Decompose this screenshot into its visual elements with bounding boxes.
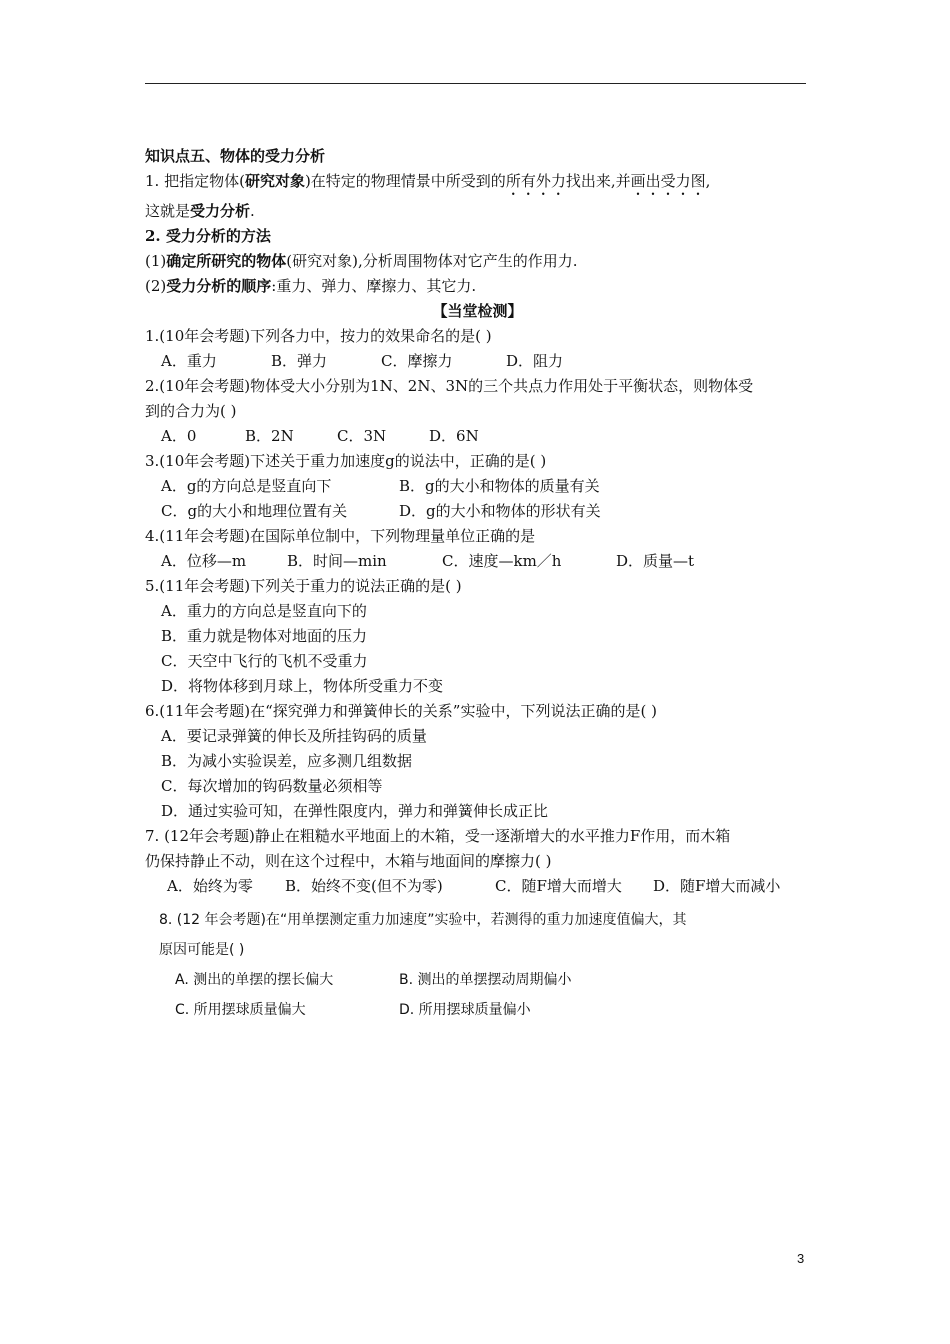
question-3-stem: 3.(10年会考题)下述关于重力加速度g的说法中，正确的是( ) [145, 452, 547, 470]
definition-line-2: 这就是受力分析. [145, 202, 255, 220]
q2-option-a: A．0 [161, 427, 197, 445]
q3-option-a: A．g的方向总是竖直向下 [161, 477, 332, 495]
q7-option-a: A．始终为零 [167, 877, 253, 895]
question-8-options-row-2 [145, 995, 810, 1025]
check-title: 【当堂检测】 [432, 302, 523, 320]
question-5-stem: 5.(11年会考题)下列关于重力的说法正确的是( ) [145, 577, 462, 595]
question-2-stem-1: 2.(10年会考题)物体受大小分别为1N、2N、3N的三个共点力作用处于平衡状态，则物体受 [145, 377, 754, 395]
section-title: 知识点五、物体的受力分析 [145, 147, 326, 165]
q5-option-a: A．重力的方向总是竖直向下的 [161, 602, 367, 620]
q2-option-d: D．6N [429, 427, 479, 445]
document-body [145, 144, 810, 1025]
q8-option-d: D. 所用摆球质量偏小 [399, 1002, 531, 1018]
question-8-stem-2: 原因可能是( ) [159, 942, 245, 958]
question-8-stem-1: 8. (12 年会考题)在“用单摆测定重力加速度”实验中，若测得的重力加速度值偏大，其 [159, 912, 687, 928]
q7-option-c: C．随F增大而增大 [495, 877, 622, 895]
q1-option-a: A．重力 [161, 352, 217, 370]
q3-option-c: C．g的大小和地理位置有关 [161, 502, 348, 520]
q8-option-c: C. 所用摆球质量偏大 [175, 1002, 306, 1018]
q1-option-d: D．阻力 [506, 352, 564, 370]
q3-option-d: D．g的大小和物体的形状有关 [399, 502, 601, 520]
question-7-stem-1: 7. (12年会考题)静止在粗糙水平地面上的木箱，受一逐渐增大的水平推力F作用，而木箱 [145, 827, 731, 845]
q8-option-a: A. 测出的单摆的摆长偏大 [175, 972, 334, 988]
question-1-options [145, 349, 810, 374]
q1-option-c: C．摩擦力 [381, 352, 453, 370]
q5-option-d: D．将物体移到月球上，物体所受重力不变 [161, 677, 444, 695]
q5-option-b: B．重力就是物体对地面的压力 [161, 627, 368, 645]
q2-option-b: B．2N [245, 427, 294, 445]
q1-option-b: B．弹力 [271, 352, 328, 370]
q4-option-b: B．时间—min [287, 552, 387, 570]
method-heading: 2. 受力分析的方法 [145, 227, 271, 245]
question-2-stem-2: 到的合力为( ) [145, 402, 237, 420]
question-8 [145, 905, 810, 1025]
q6-option-a: A．要记录弹簧的伸长及所挂钩码的质量 [161, 727, 427, 745]
q6-option-c: C．每次增加的钩码数量必须相等 [161, 777, 383, 795]
question-1-stem: 1.(10年会考题)下列各力中，按力的效果命名的是( ) [145, 327, 492, 345]
question-4-stem: 4.(11年会考题)在国际单位制中，下列物理量单位正确的是 [145, 527, 536, 545]
question-6-stem: 6.(11年会考题)在“探究弹力和弹簧伸长的关系”实验中，下列说法正确的是( ) [145, 702, 657, 720]
q6-option-d: D．通过实验可知，在弹性限度内，弹力和弹簧伸长成正比 [161, 802, 549, 820]
question-3-options-row-2 [145, 499, 810, 524]
method-2: (2)受力分析的顺序:重力、弹力、摩擦力、其它力. [145, 277, 477, 295]
q5-option-c: C．天空中飞行的飞机不受重力 [161, 652, 368, 670]
q7-option-d: D．随F增大而减小 [653, 877, 781, 895]
question-2-options [145, 424, 810, 449]
page-number: 3 [797, 1251, 805, 1266]
q4-option-c: C．速度—km／h [442, 552, 562, 570]
q4-option-d: D．质量—t [616, 552, 695, 570]
question-4-options [145, 549, 810, 574]
q6-option-b: B．为减小实验误差，应多测几组数据 [161, 752, 413, 770]
method-1: (1)确定所研究的物体(研究对象),分析周围物体对它产生的作用力. [145, 252, 578, 270]
q2-option-c: C．3N [337, 427, 387, 445]
question-3-options-row-1 [145, 474, 810, 499]
header-rule [145, 83, 806, 84]
question-8-options-row-1 [145, 965, 810, 995]
q7-option-b: B．始终不变(但不为零) [285, 877, 443, 895]
q8-option-b: B. 测出的单摆摆动周期偏小 [399, 972, 572, 988]
question-7-options [145, 874, 810, 899]
q4-option-a: A．位移—m [161, 552, 247, 570]
question-7-stem-2: 仍保持静止不动，则在这个过程中，木箱与地面间的摩擦力( ) [145, 852, 552, 870]
q3-option-b: B．g的大小和物体的质量有关 [399, 477, 600, 495]
definition-line-1: 1. 把指定物体(研究对象)在特定的物理情景中所受到的所有外力找出来,并画出受力图, [145, 172, 711, 190]
